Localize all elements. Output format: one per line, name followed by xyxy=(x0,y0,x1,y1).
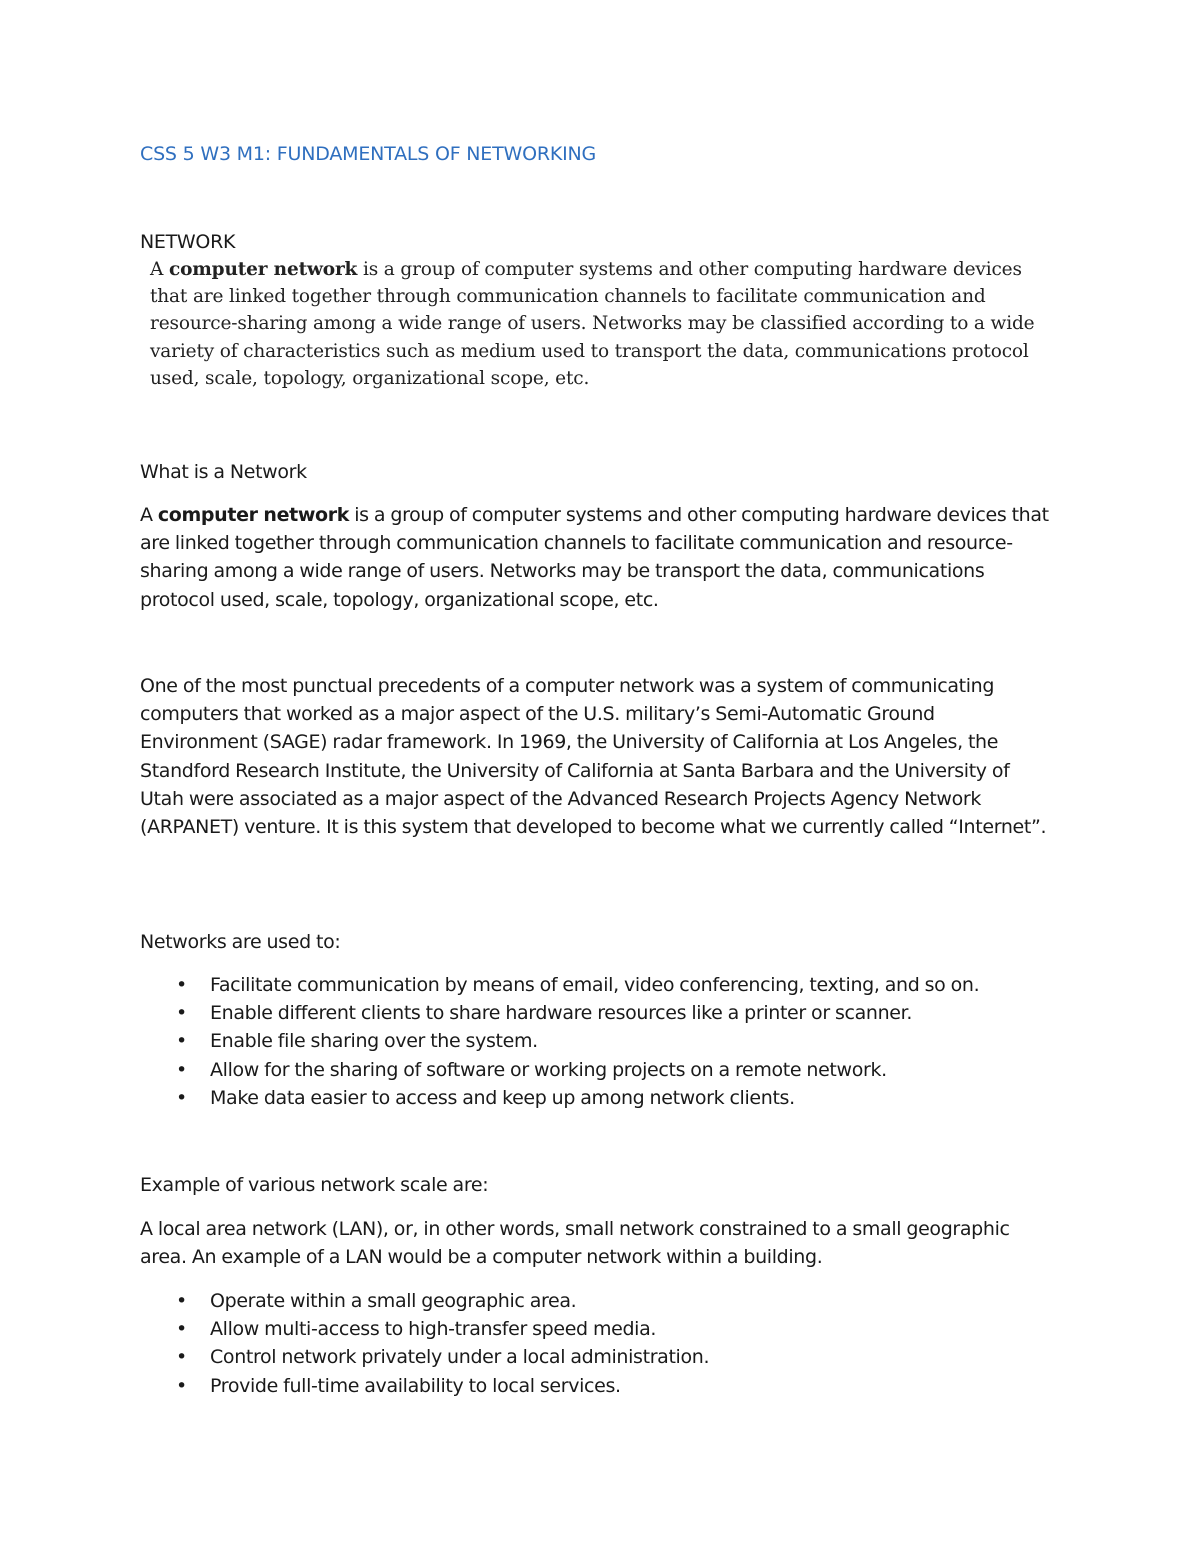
list-item xyxy=(140,1027,1060,1055)
definition-image-excerpt xyxy=(150,256,1055,392)
uses-heading: Networks are used to: xyxy=(140,931,341,953)
list-item-text: Enable file sharing over the system. xyxy=(210,1030,538,1053)
list-item xyxy=(140,1372,1060,1400)
list-item-text: Provide full-time availability to local services. xyxy=(210,1374,621,1397)
bullet-icon: • xyxy=(176,974,187,996)
bullet-icon: • xyxy=(176,1346,187,1369)
bullet-icon: • xyxy=(176,1086,187,1109)
list-item-text: Enable different clients to share hardware resources like a printer or scanner. xyxy=(210,1002,913,1025)
scale-heading: Example of various network scale are: xyxy=(140,1174,489,1196)
bullet-icon: • xyxy=(176,1002,187,1025)
list-item xyxy=(140,1343,1060,1371)
bullet-icon: • xyxy=(176,1318,187,1341)
list-item-text: Control network privately under a local administration. xyxy=(210,1346,710,1369)
network-heading: NETWORK xyxy=(140,231,236,253)
what-is-network-heading: What is a Network xyxy=(140,461,307,483)
definition-image-rest: is a group of computer systems and other computing hardware devices that are linked together through communication channels to facilitate communication and resource-sharing among a wide range of users. Networks may be classified according to a wide variety of characteristics such as medium used to transport the data, communications protocol used, scale, topology, organizational scope, etc. xyxy=(150,259,1035,389)
definition-image-lead: A xyxy=(150,259,169,280)
document-title: CSS 5 W3 M1: FUNDAMENTALS OF NETWORKING xyxy=(140,143,597,165)
list-item-text: Allow multi-access to high-transfer speed media. xyxy=(210,1318,657,1341)
list-item xyxy=(140,1056,1060,1084)
list-item-text: Allow for the sharing of software or working projects on a remote network. xyxy=(210,1058,887,1081)
bullet-icon: • xyxy=(176,1030,187,1053)
list-item-text: Operate within a small geographic area. xyxy=(210,1290,577,1312)
list-item-text: Facilitate communication by means of email, video conferencing, texting, and so on. xyxy=(210,974,980,996)
definition-term: computer network xyxy=(157,504,350,526)
list-item-text: Make data easier to access and keep up among network clients. xyxy=(210,1086,795,1109)
list-item xyxy=(140,1084,1060,1112)
bullet-icon: • xyxy=(176,1290,187,1312)
definition-image-term: computer network xyxy=(168,259,358,280)
lan-paragraph: A local area network (LAN), or, in other words, small network constrained to a small geographic area. An example of a LAN would be a computer network within a building. xyxy=(140,1218,1010,1269)
definition-rest: is a group of computer systems and other computing hardware devices that are linked together through communication channels to facilitate communication and resource-sharing among a wide range of users. Networks may be transport the data, communications protocol used, scale, topology, organizational scope, etc. xyxy=(140,504,1049,611)
bullet-icon: • xyxy=(176,1374,187,1397)
definition-lead: A xyxy=(140,504,158,526)
list-item xyxy=(140,1287,1060,1315)
bullet-icon: • xyxy=(176,1058,187,1081)
lan-features-list xyxy=(140,1287,1060,1400)
definition-paragraph xyxy=(140,501,1060,614)
list-item xyxy=(140,1315,1060,1343)
uses-list xyxy=(140,971,1060,1112)
list-item xyxy=(140,999,1060,1027)
list-item xyxy=(140,971,1060,999)
history-paragraph: One of the most punctual precedents of a computer network was a system of communicating computers that worked as a major aspect of the U.S. military’s Semi-Automatic Ground Environment (SAGE) radar framework. In 1969, the University of California at Los Angeles, the Standford Research Institute, the University of California at Santa Barbara and the University of Utah were associated as a major aspect of the Advanced Research Projects Agency Network (ARPANET) venture. It is this system that developed to become what we currently called “Internet”. xyxy=(140,675,1047,839)
